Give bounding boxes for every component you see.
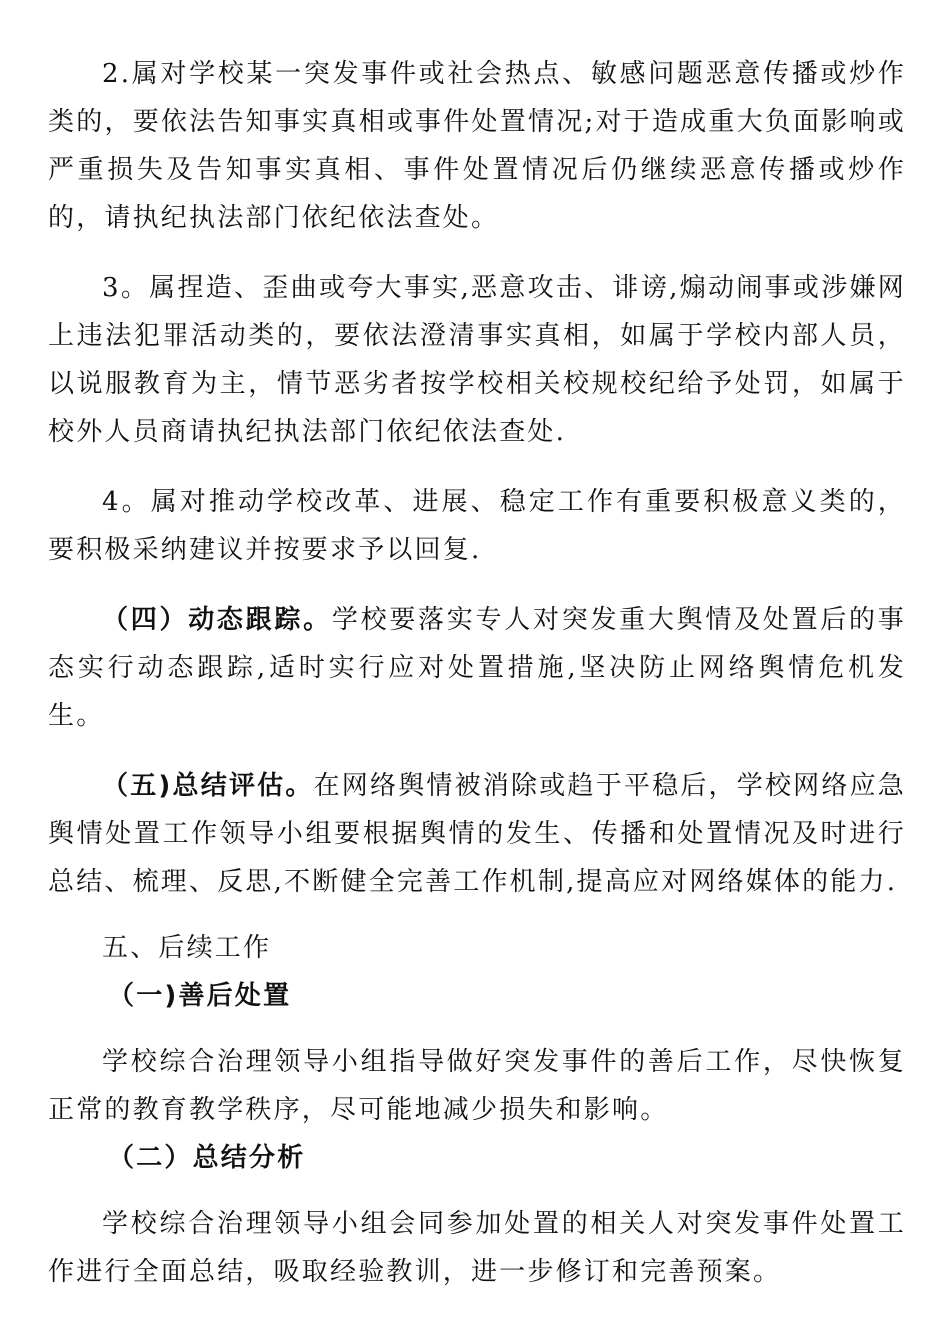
section-title-dynamic-tracking: （四）动态跟踪。 [102,605,332,635]
section-heading-follow-up: 五、后续工作 [102,933,272,963]
subheading-aftermath: （一)善后处置 [108,981,292,1011]
subheading-summary-analysis: （二）总结分析 [108,1143,306,1173]
section-body-summary-evaluation: 在网络舆情被消除或趋于平稳后，学校网络应急舆情处置工作领导小组要根据舆情的发生、传播和处置情况及时进行总结、梳理、反思,不断健全完善工作机制,提高应对网络媒体的能力. [48,771,907,897]
paragraph-item-2: 2.属对学校某一突发事件或社会热点、敏感问题恶意传播或炒作类的，要依法告知事实真相或事件处置情况;对于造成重大负面影响或严重损失及告知事实真相、事件处置情况后仍继续恶意传播或炒作的，请执纪执法部门依纪依法查处。 [48,59,906,233]
section-body-dynamic-tracking: 学校要落实专人对突发重大舆情及处置后的事态实行动态跟踪,适时实行应对处置措施,坚决防止网络舆情危机发生。 [48,605,906,731]
paragraph-dynamic-tracking [48,596,906,740]
paragraph-item-4: 4。属对推动学校改革、进展、稳定工作有重要积极意义类的，要积极采纳建议并按要求予以回复. [48,487,906,565]
section-title-summary-evaluation: （五)总结评估。 [102,771,314,801]
paragraph-item-3: 3。属捏造、歪曲或夸大事实,恶意攻击、诽谤,煽动闹事或涉嫌网上违法犯罪活动类的，要依法澄清事实真相，如属于学校内部人员，以说服教育为主，情节恶劣者按学校相关校规校纪给予处罚，如属于校外人员商请执纪执法部门依纪依法查处. [48,273,906,447]
paragraph-aftermath: 学校综合治理领导小组指导做好突发事件的善后工作，尽快恢复正常的教育教学秩序，尽可能地减少损失和影响。 [48,1047,906,1125]
paragraph-summary-analysis: 学校综合治理领导小组会同参加处置的相关人对突发事件处置工作进行全面总结，吸取经验教训，进一步修订和完善预案。 [48,1209,906,1287]
paragraph-summary-evaluation [48,762,906,906]
